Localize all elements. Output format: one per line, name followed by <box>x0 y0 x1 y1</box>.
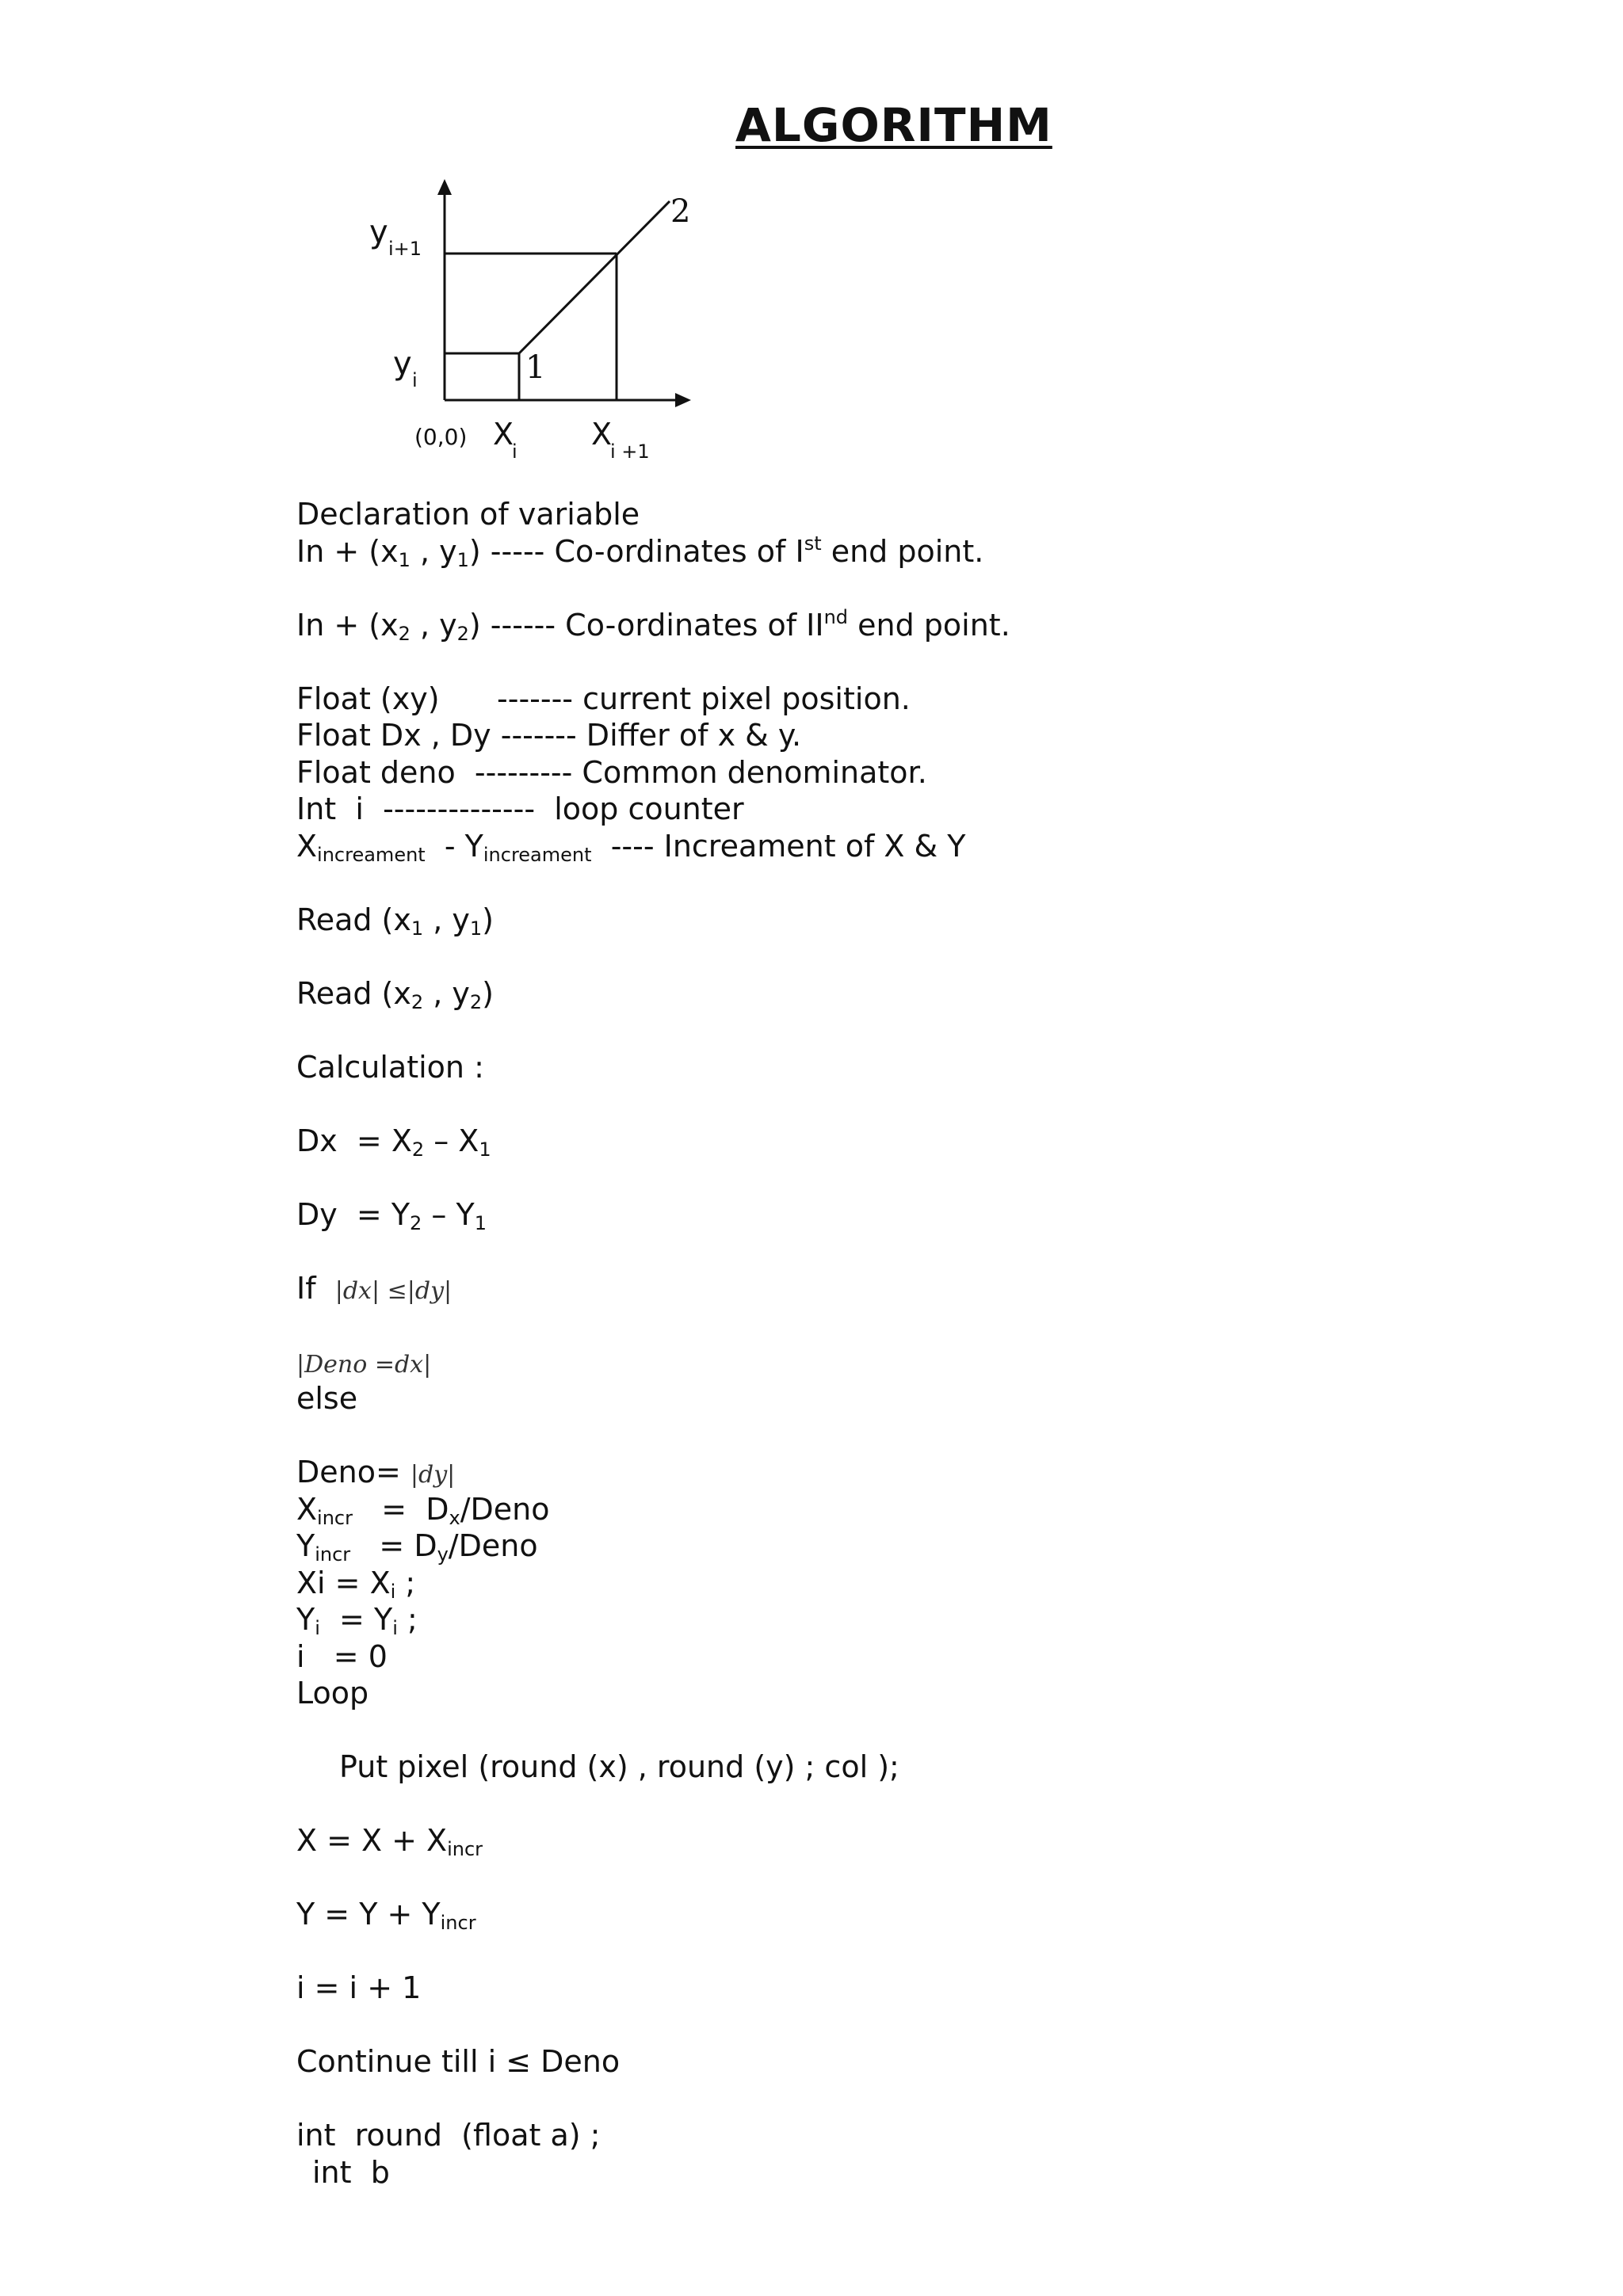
text-line: $Dx = X_2 - X_1$ <box>296 1123 491 1161</box>
text-line: $X_{increament} - Y_{increament}$ ---- Increament of X & Y <box>296 828 966 866</box>
text-line: Float Dx , Dy ------- Differ of x & y. <box>296 718 802 753</box>
label-y-top-sub: i+1 <box>388 238 422 260</box>
label-origin: (0,0) <box>414 424 468 450</box>
label-y-bottom: y <box>393 345 412 382</box>
text-line: $In + (x_1$ , $y_1$) ----- Co-ordinates of Ist end point. <box>296 532 984 571</box>
text-line: Deno= |dy| <box>296 1455 456 1489</box>
text-line: Calculation : <box>296 1049 484 1085</box>
label-point-2: 2 <box>670 193 691 230</box>
text-line: |Deno =dx| <box>296 1350 432 1379</box>
text-line: If |dx| ≤|dy| <box>296 1270 453 1306</box>
label-y-top: y <box>369 214 388 250</box>
text-line: Continue till i ≤ Deno <box>296 2044 621 2079</box>
page-title: ALGORITHM <box>735 98 1052 152</box>
text-line: $Y_i = Y_i$ ; <box>296 1602 418 1639</box>
text-line: $X = X + X_{incr}$ <box>296 1823 483 1860</box>
text-line: i = 0 <box>296 1638 388 1674</box>
label-y-bottom-sub: i <box>412 369 418 391</box>
line-diagram <box>0 0 1623 491</box>
text-line: $X_{incr}$ = $D_x$/Deno <box>296 1491 550 1529</box>
text-line: Int i -------------- loop counter <box>296 791 744 826</box>
y-axis-arrow <box>437 179 452 195</box>
text-line: $In + (x_2$ , $y_2$) ------ Co-ordinates of IInd end point. <box>296 605 1010 645</box>
text-line: $Y = Y + Y_{incr}$ <box>296 1897 476 1934</box>
text-line: Read ($x_1$ , $y_1$) <box>296 902 494 940</box>
text-line: else <box>296 1381 358 1416</box>
text-line: Read ($x_2$ , $y_2$) <box>296 975 494 1013</box>
algorithm-body <box>296 496 1485 2191</box>
text-line: $Xi = X_i$ ; <box>296 1565 416 1603</box>
text-line: $Y_{incr}$ = $D_y$/Deno <box>296 1528 538 1566</box>
text-line: int b <box>312 2154 390 2190</box>
x-axis-arrow <box>675 393 691 407</box>
text-line: $Dy = Y_2 - Y_1$ <box>296 1196 487 1234</box>
line-segment <box>519 201 670 353</box>
label-x-left: X <box>493 417 514 452</box>
text-line: Put pixel (round (x) , round (y) ; col ); <box>339 1749 899 1784</box>
text-line: Float deno --------- Common denominator. <box>296 754 927 790</box>
text-line: Declaration of variable <box>296 497 640 532</box>
text-line: Loop <box>296 1676 369 1711</box>
label-x-left-sub: i <box>512 441 517 463</box>
text-line: int round (float a) ; <box>296 2118 601 2153</box>
text-line: i = i + 1 <box>296 1970 422 2005</box>
label-x-right: X <box>591 417 613 452</box>
text-line: Float (xy) ------- current pixel position. <box>296 681 911 716</box>
label-point-1: 1 <box>525 349 546 386</box>
label-x-right-sub: i +1 <box>610 441 650 463</box>
